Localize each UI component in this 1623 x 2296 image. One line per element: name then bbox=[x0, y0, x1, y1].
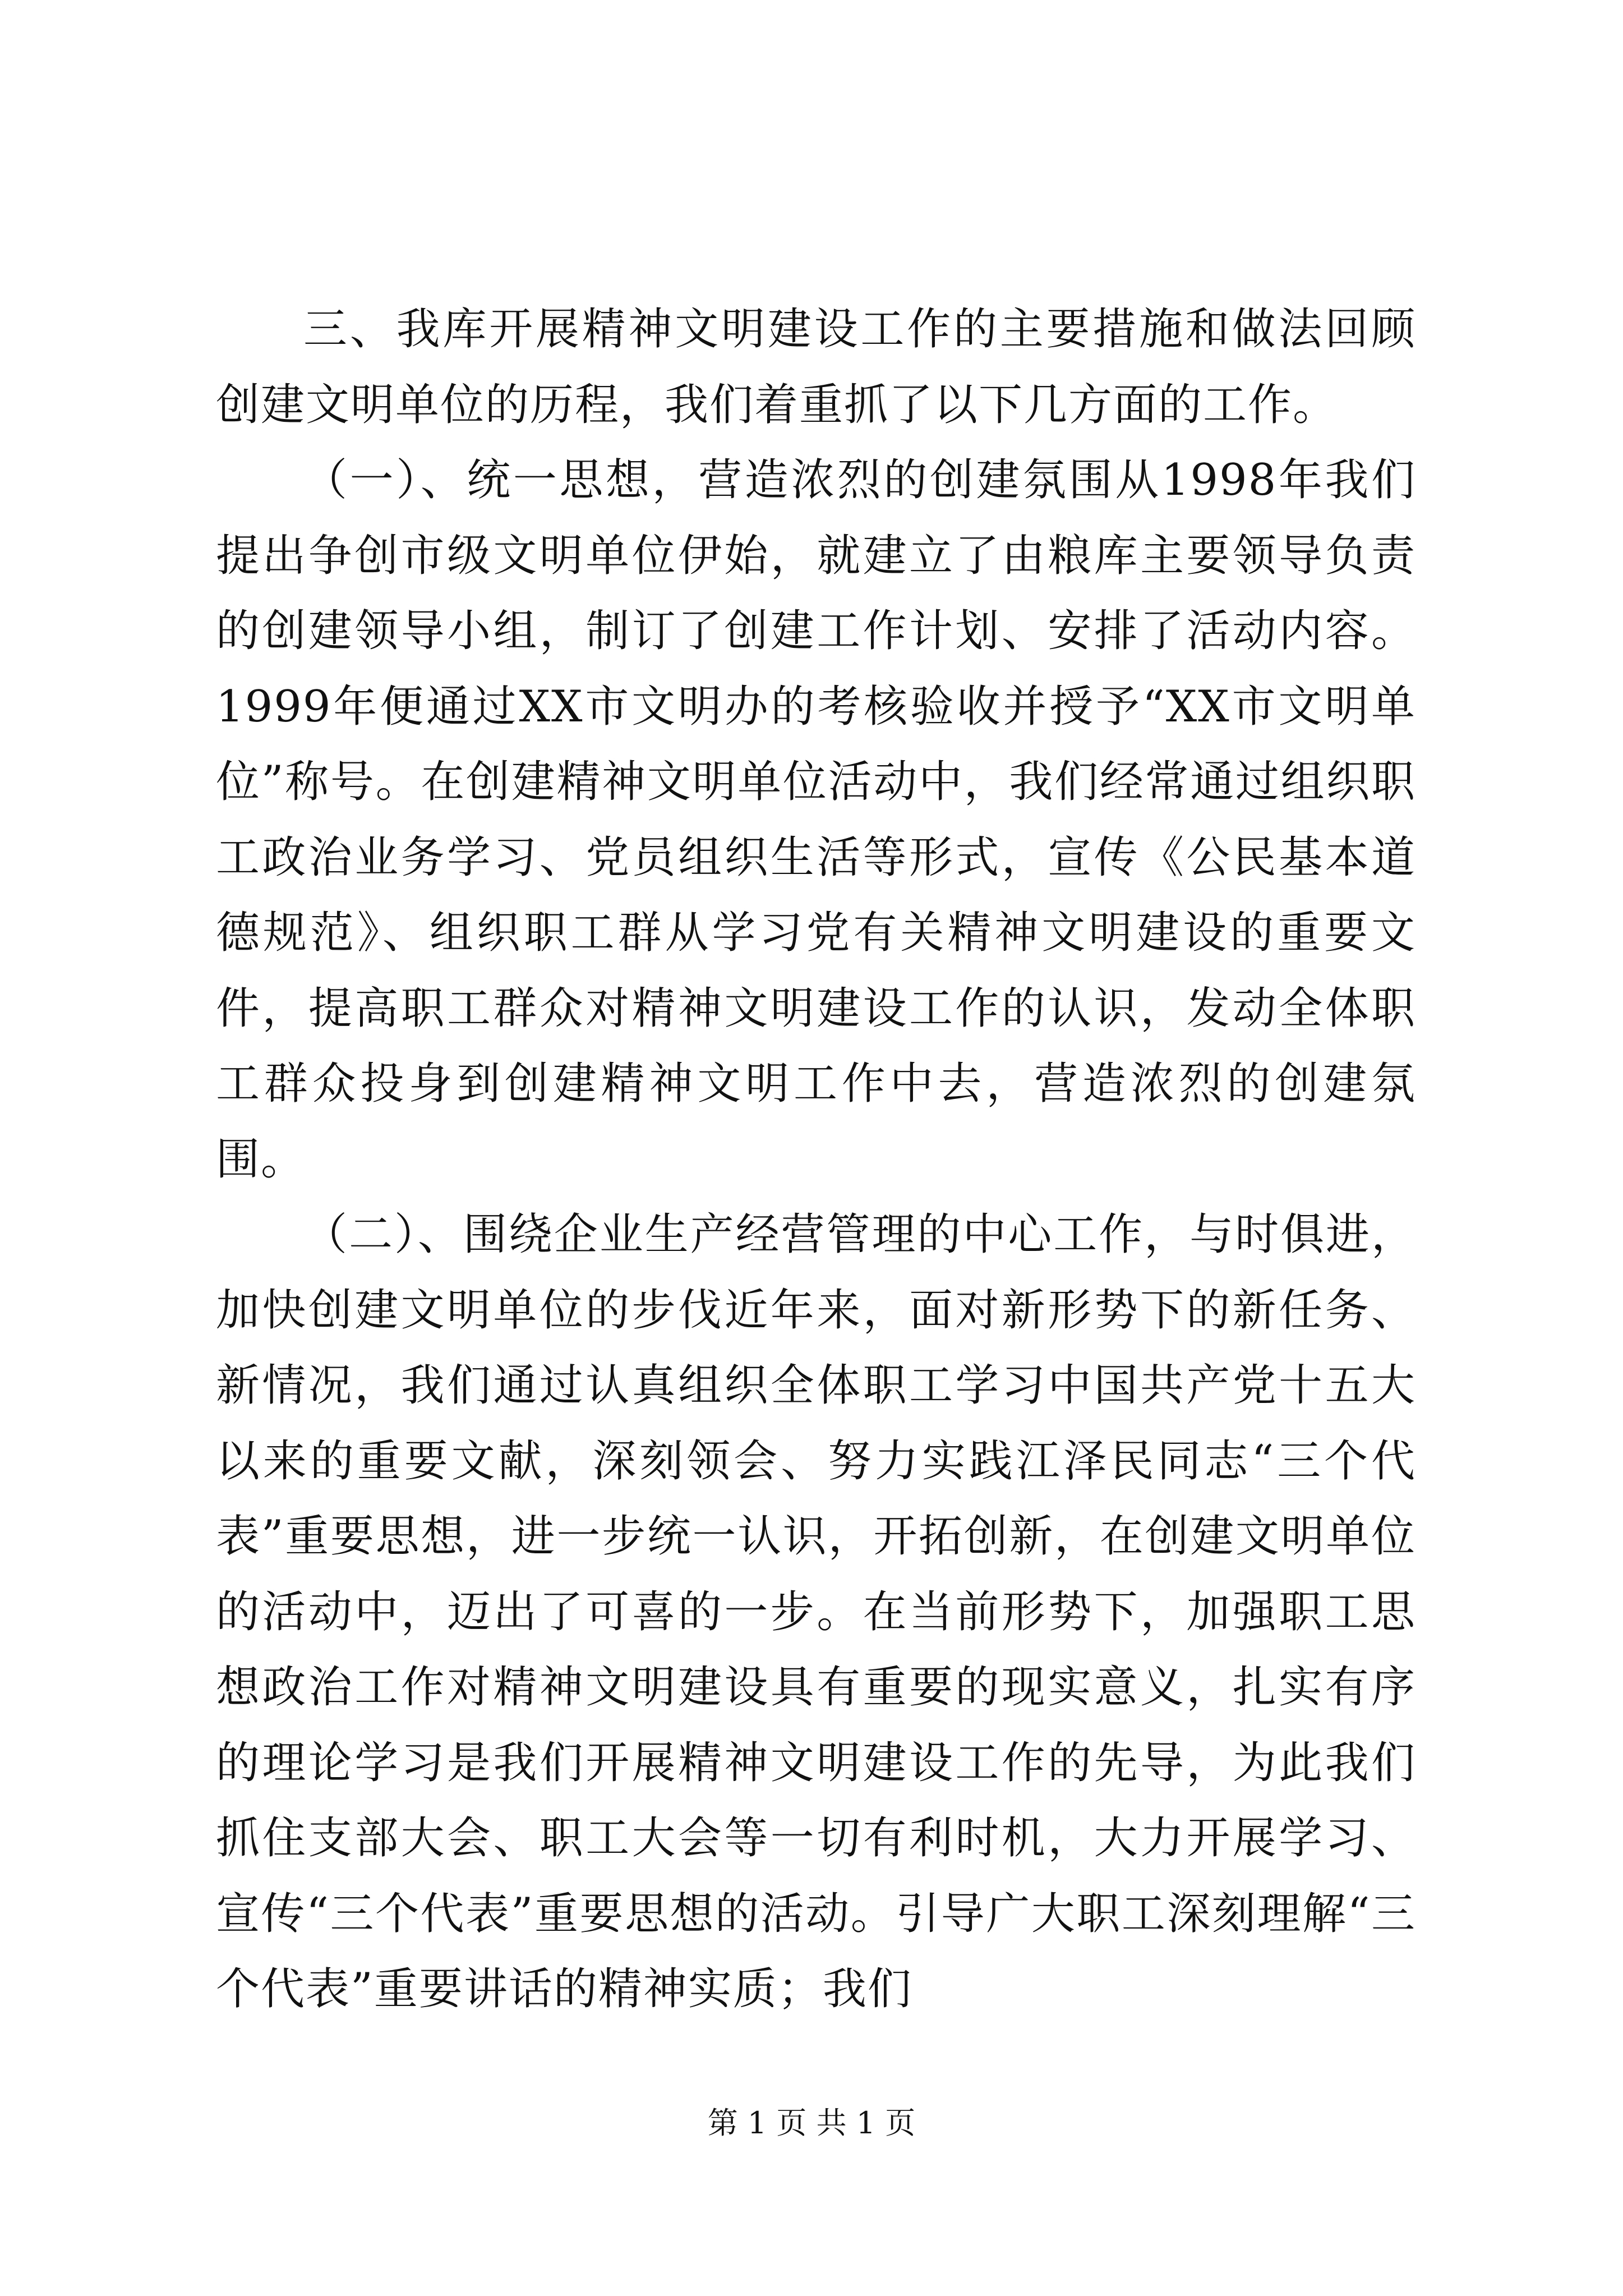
document-body bbox=[216, 292, 1416, 2027]
page-footer: 第 1 页 共 1 页 bbox=[707, 2105, 916, 2141]
paragraph-item-two: （二）、围绕企业生产经营管理的中心工作，与时俱进，加快创建文明单位的步伐近年来，面对新形势下的新任务、新情况，我们通过认真组织全体职工学习中国共产党十五大以来的重要文献，深刻领会、努力实践江泽民同志“三个代表”重要思想，进一步统一认识，开拓创新，在创建文明单位的活动中，迈出了可喜的一步。在当前形势下，加强职工思想政治工作对精神文明建设具有重要的现实意义，扎实有序的理论学习是我们开展精神文明建设工作的先导，为此我们抓住支部大会、职工大会等一切有利时机，大力开展学习、宣传“三个代表”重要思想的活动。引导广大职工深刻理解“三个代表”重要讲话的精神实质；我们 bbox=[216, 1209, 1416, 2014]
paragraph-item-one: （一）、统一思想，营造浓烈的创建氛围从1998年我们提出争创市级文明单位伊始，就建立了由粮库主要领导负责的创建领导小组，制订了创建工作计划、安排了活动内容。1999年便通过XX市文明办的考核验收并授予“XX市文明单位”称号。在创建精神文明单位活动中，我们经常通过组织职工政治业务学习、党员组织生活等形式，宣传《公民基本道德规范》、组织职工群从学习党有关精神文明建设的重要文件，提高职工群众对精神文明建设工作的认识，发动全体职工群众投身到创建精神文明工作中去，营造浓烈的创建氛围。 bbox=[216, 455, 1416, 1185]
paragraph-section-three: 三、我库开展精神文明建设工作的主要措施和做法回顾创建文明单位的历程，我们着重抓了以下几方面的工作。 bbox=[216, 304, 1416, 430]
